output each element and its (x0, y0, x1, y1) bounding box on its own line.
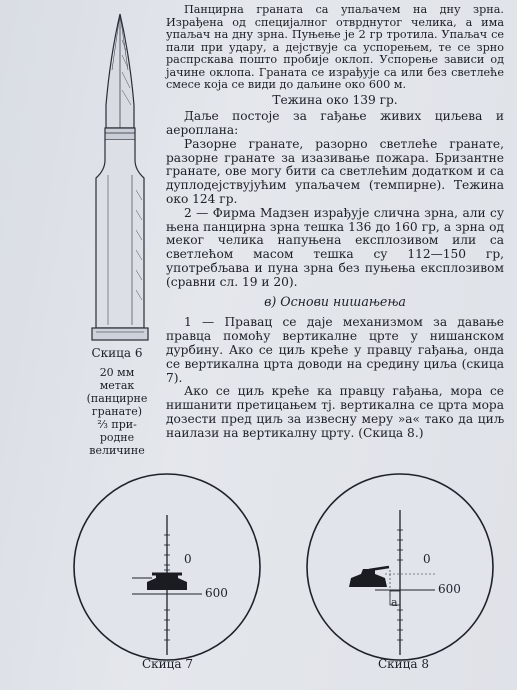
paragraph: 1 — Правац се даје механизмом за давање правца помоћу вертикалне цртe у нишанском дурбину. Ако се циљ креће у правцу гађања, онда се вертикална црта доводи на средину циља (скица 7). (166, 315, 504, 385)
figure-6-line: гранате) (91, 405, 143, 418)
figure-6-line: (панцирне (86, 392, 148, 405)
figure-7-reticle (72, 470, 262, 665)
paragraph: Ако се циљ креће ка правцу гађања, мора се нишанити претицањем тј. вертикална се црта мора дозести пред циљ за извесну меру »а« тако да циљ наилази на вертикалну црту. (Скица 8.) (166, 384, 504, 440)
paragraph: Даље постоје за гађање живих циљева и аероплана: (166, 109, 504, 138)
figure-8-mark-a: а (391, 596, 398, 609)
figure-7-caption: Скица 7 (142, 657, 193, 671)
cartridge-illustration (74, 10, 166, 345)
figure-6-line: 20 мм (99, 366, 135, 379)
figure-6-title: Скица 6 (91, 346, 143, 360)
paragraph: Тежина око 139 гр. (272, 92, 398, 107)
paragraph: Разорне гранате, разорно светлеће гранате, разорне гранате за изазивање пожара. Бризантне гранате, ове могу бити са светлећим додатком и са дуплодејствујућим упаљачем (темпирне). Тежина око 124 гр. (166, 136, 504, 207)
figure-8-mark-zero: 0 (423, 552, 431, 566)
figure-6-line: родне (99, 431, 135, 444)
paragraph: 2 — Фирма Мадзен израђује слична зрна, али су њена панцирна зрна тешка 136 до 160 гр, а зрна од меког челика напуњена експлозивом или са светлећом масом тешка су 112—150 гр, употребљава и пуна зрна без пуњења експлозивом (сравни сл. 19 и 20). (166, 205, 504, 289)
figure-7-mark-zero: 0 (184, 552, 192, 566)
figure-8-reticle (305, 470, 495, 665)
figure-8-caption: Скица 8 (378, 657, 429, 671)
paragraph: Панцирна граната са упаљачем на дну зрна. Израђена од специјалног отврднутог челика, а има упаљач на дну зрна. Пуњење је 2 гр тротила. Упаљач се пали при удару, а дејствује са успорењем, те се зрно распрскава пошто пробије оклоп. Успорење зависи од јачине оклопа. Граната се израђује са или без светлеће смесе која се види до даљине око 600 м. (166, 3, 504, 91)
figure-6-line: метак (99, 379, 135, 392)
figure-6-line: ⅔ при- (97, 418, 137, 431)
figure-7-mark-600: 600 (205, 586, 228, 600)
body-text (166, 4, 504, 441)
figure-6-line: величине (89, 444, 145, 457)
figure-8-mark-600: 600 (438, 582, 461, 596)
figure-6-caption (80, 347, 154, 457)
section-heading: в) Основи нишањења (264, 293, 406, 309)
